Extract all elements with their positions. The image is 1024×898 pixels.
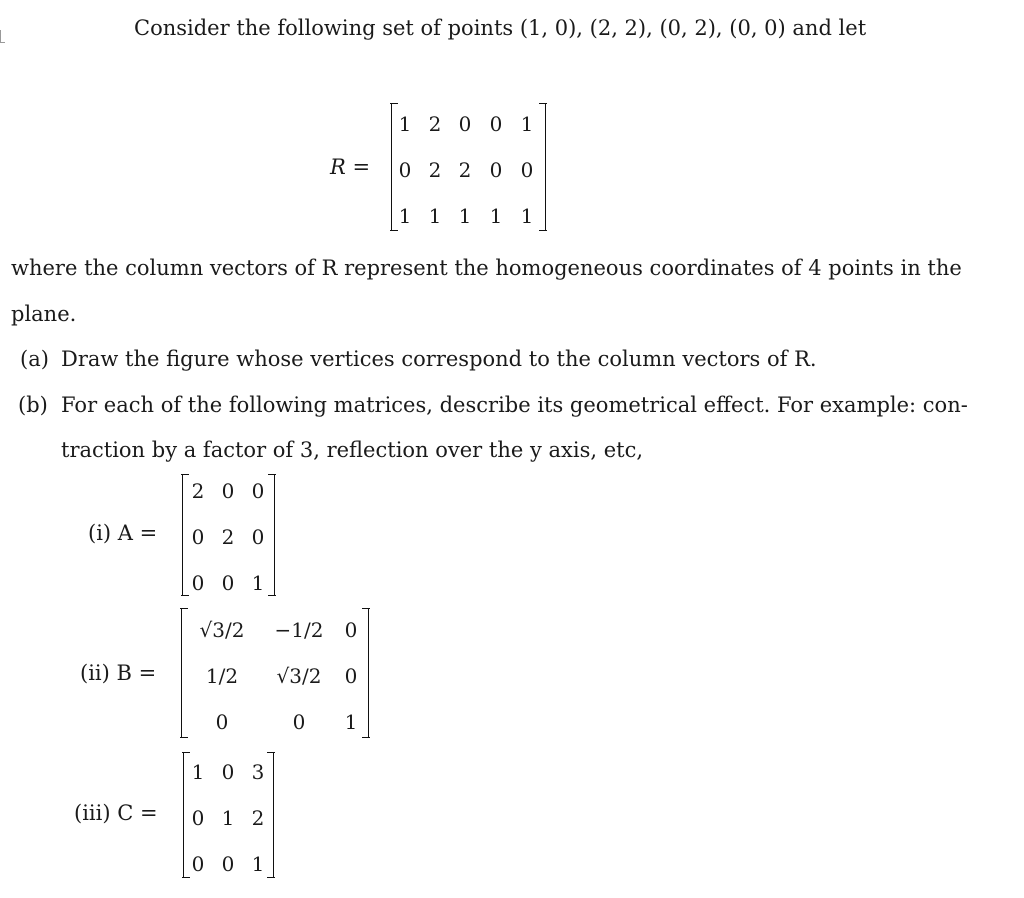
matrix-c-cell: 1 <box>191 760 205 784</box>
part-b-line-1: For each of the following matrices, describe its geometrical effect. For example: con- <box>61 393 968 417</box>
matrix-r-cell: 0 <box>458 112 472 136</box>
matrix-r-cell: 1 <box>428 204 442 228</box>
matrix-r-cell: 2 <box>428 112 442 136</box>
matrix-r <box>391 103 546 231</box>
matrix-r-cell: 2 <box>458 158 472 182</box>
intro-text: Consider the following set of points (1, 0), (2, 2), (0, 2), (0, 0) and let <box>134 16 867 40</box>
matrix-r-cell: 1 <box>458 204 472 228</box>
matrix-b-cell: −1/2 <box>274 618 324 642</box>
matrix-c-cell: 0 <box>191 806 205 830</box>
matrix-a-cell: 0 <box>191 525 205 549</box>
matrix-c <box>183 752 274 878</box>
matrix-a-cell: 1 <box>251 571 265 595</box>
matrix-c-cell: 1 <box>251 852 265 876</box>
matrix-a-cell: 0 <box>221 571 235 595</box>
matrix-c-cell: 0 <box>221 852 235 876</box>
paragraph-line-1: where the column vectors of R represent the homogeneous coordinates of 4 points in the <box>11 256 962 280</box>
matrix-b-cell: √3/2 <box>276 664 322 688</box>
part-b-line-2: traction by a factor of 3, reflection over the y axis, etc, <box>61 438 644 462</box>
matrix-r-cell: 2 <box>428 158 442 182</box>
matrix-r-cell: 1 <box>398 112 412 136</box>
matrix-r-cell: 0 <box>489 158 503 182</box>
matrix-c-cell: 0 <box>191 852 205 876</box>
matrix-a-label: (i) A = <box>88 521 158 545</box>
matrix-a-cell: 0 <box>251 479 265 503</box>
matrix-r-label-text: R = <box>330 155 371 179</box>
matrix-c-cell: 1 <box>221 806 235 830</box>
part-a-marker: (a) <box>20 347 49 371</box>
matrix-c-cell: 3 <box>251 760 265 784</box>
matrix-a <box>182 474 275 596</box>
matrix-c-cell: 2 <box>251 806 265 830</box>
matrix-c-label: (iii) C = <box>74 801 158 825</box>
paragraph-line-2: plane. <box>11 302 77 326</box>
matrix-b-cell: 0 <box>292 710 306 734</box>
matrix-r-cell: 1 <box>520 112 534 136</box>
matrix-r-cell: 1 <box>520 204 534 228</box>
matrix-r-cell: 1 <box>398 204 412 228</box>
matrix-b-cell: √3/2 <box>199 618 245 642</box>
part-a-text: Draw the figure whose vertices correspond to the column vectors of R. <box>61 347 817 371</box>
matrix-a-cell: 2 <box>191 479 205 503</box>
matrix-r-cell: 0 <box>489 112 503 136</box>
matrix-b-cell: 1 <box>344 710 358 734</box>
matrix-a-cell: 2 <box>221 525 235 549</box>
matrix-b-cell: 0 <box>344 664 358 688</box>
matrix-r-cell: 0 <box>398 158 412 182</box>
matrix-r-cell: 0 <box>520 158 534 182</box>
matrix-b-cell: 0 <box>344 618 358 642</box>
page-edge-mark <box>0 30 5 43</box>
matrix-b-label: (ii) B = <box>80 661 157 685</box>
matrix-b-cell: 0 <box>215 710 229 734</box>
matrix-a-cell: 0 <box>221 479 235 503</box>
part-b-marker: (b) <box>18 393 48 417</box>
matrix-c-cell: 0 <box>221 760 235 784</box>
matrix-a-cell: 0 <box>251 525 265 549</box>
matrix-b-cell: 1/2 <box>205 664 239 688</box>
matrix-b <box>181 608 369 738</box>
matrix-a-cell: 0 <box>191 571 205 595</box>
matrix-r-cell: 1 <box>489 204 503 228</box>
matrix-r-label <box>330 155 370 179</box>
